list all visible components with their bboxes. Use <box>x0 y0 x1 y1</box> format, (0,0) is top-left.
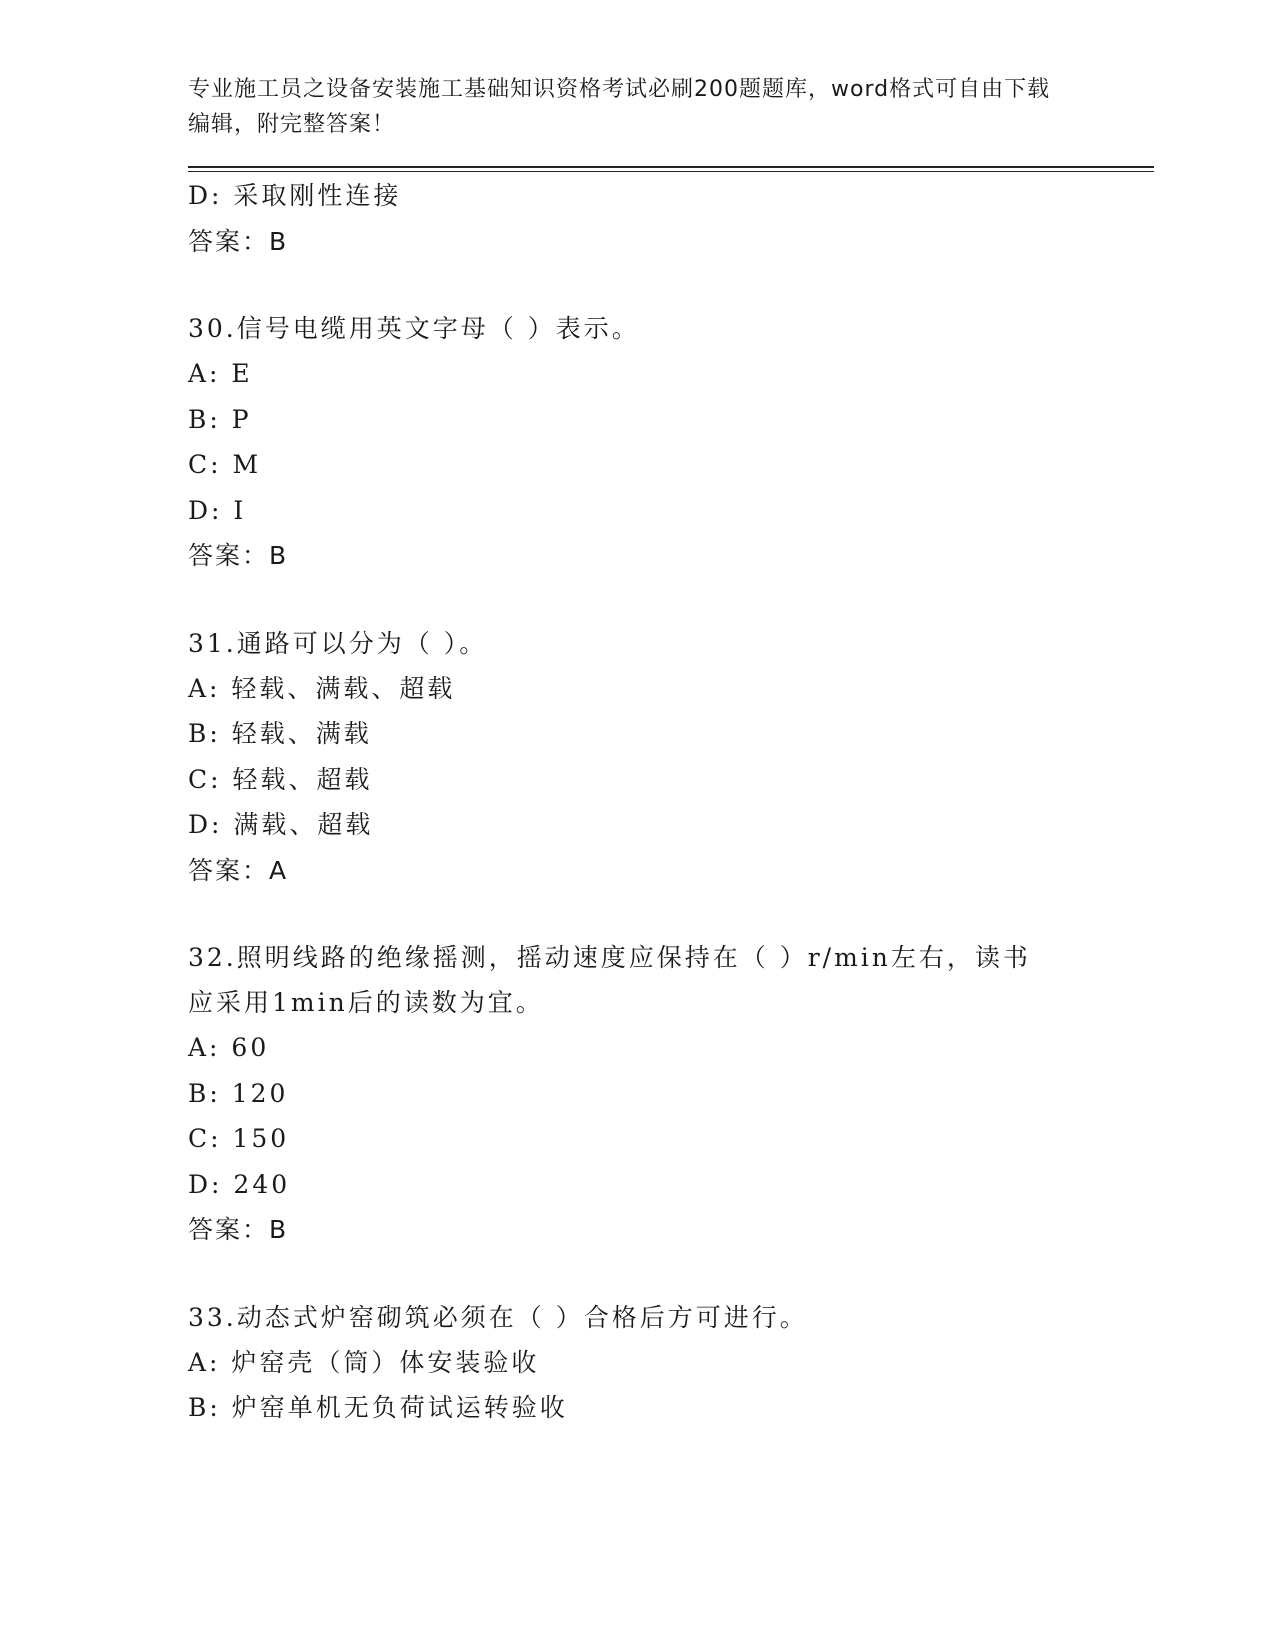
question-30 <box>188 306 1154 579</box>
question-33 <box>188 1295 1154 1431</box>
document-page <box>188 72 1154 1431</box>
question-stem: 31.通路可以分为（ ）。 <box>188 628 488 658</box>
header-divider <box>188 166 1154 168</box>
question-stem: 33.动态式炉窑砌筑必须在（ ）合格后方可进行。 <box>188 1302 808 1332</box>
option-b: B: 轻载、满载 <box>188 719 372 748</box>
option-d: D: I <box>188 495 247 525</box>
answer-label: 答案：B <box>188 226 289 256</box>
option-a: A: E <box>188 359 253 388</box>
option-a: A: 炉窑壳（筒）体安装验收 <box>188 1347 540 1377</box>
option-c: C: 轻载、超载 <box>188 764 373 794</box>
previous-question-tail <box>188 173 1154 264</box>
option-d: D: 240 <box>188 1169 291 1199</box>
answer-label: 答案：B <box>188 541 289 570</box>
option-a: A: 轻载、满载、超载 <box>188 673 456 703</box>
question-31 <box>188 621 1154 894</box>
answer-label: 答案：A <box>188 855 289 885</box>
spacer <box>188 579 1154 621</box>
option-c: C: M <box>188 450 262 479</box>
option-a: A: 60 <box>188 1033 270 1062</box>
option-b: B: 炉窑单机无负荷试运转验收 <box>188 1393 568 1422</box>
option-b: B: P <box>188 404 252 434</box>
question-stem: 32.照明线路的绝缘摇测，摇动速度应保持在（ ）r/min左右，读书应采用1min后的读数为宜。 <box>188 943 1031 1017</box>
spacer <box>188 264 1154 306</box>
spacer <box>188 893 1154 935</box>
question-stem: 30.信号电缆用英文字母（ ）表示。 <box>188 314 640 343</box>
option-d: D: 满载、超载 <box>188 810 374 839</box>
spacer <box>188 1253 1154 1295</box>
option-b: B: 120 <box>188 1078 289 1108</box>
option-d: D: 采取刚性连接 <box>188 181 402 210</box>
answer-label: 答案：B <box>188 1215 289 1244</box>
question-32 <box>188 935 1154 1253</box>
document-header-title: 专业施工员之设备安装施工基础知识资格考试必刷200题题库，word格式可自由下载编辑，附完整答案！ <box>188 77 1051 137</box>
option-c: C: 150 <box>188 1124 290 1153</box>
